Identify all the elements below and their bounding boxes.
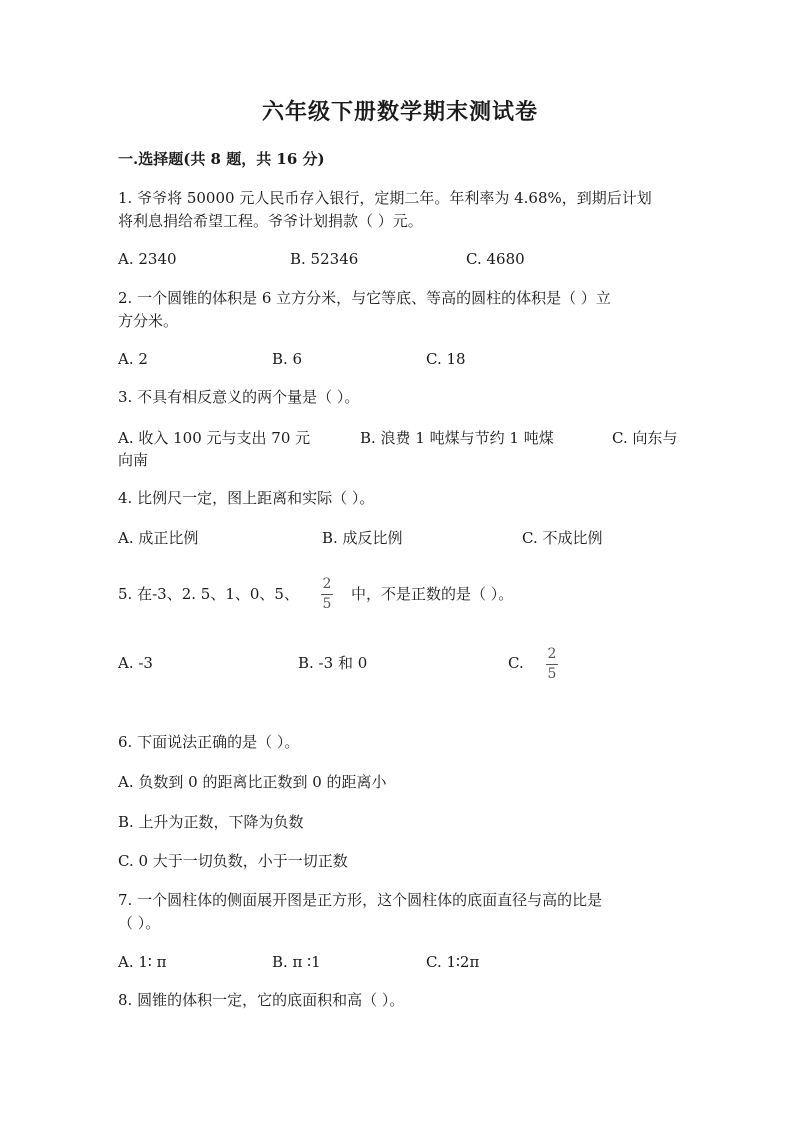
question-1-line-2: 将利息捐给希望工程。爷爷计划捐款（ ）元。 <box>118 212 423 230</box>
question-2-line-1: 2. 一个圆锥的体积是 6 立方分米，与它等底、等高的圆柱的体积是（ ）立 <box>118 289 611 307</box>
fraction-bar <box>321 594 333 595</box>
question-2-option-b: B. 6 <box>272 350 303 368</box>
question-6-option-c: C. 0 大于一切负数，小于一切正数 <box>118 852 348 870</box>
question-5-option-b: B. -3 和 0 <box>298 654 368 672</box>
question-5-stem <box>118 576 688 612</box>
question-5-option-c-fraction <box>546 646 558 682</box>
question-7-stem <box>118 889 688 935</box>
fraction-numerator: 2 <box>547 646 557 662</box>
fraction-bar <box>546 664 558 665</box>
question-2-option-c: C. 18 <box>426 350 466 368</box>
question-1-line-1: 1. 爷爷将 50000 元人民币存入银行，定期二年。年利率为 4.68%，到期后计划 <box>118 189 652 207</box>
question-5-text-after: 中，不是正数的是（ ）。 <box>350 584 514 603</box>
question-3-option-b: B. 浪费 1 吨煤与节约 1 吨煤 <box>360 429 554 447</box>
question-6-stem: 6. 下面说法正确的是（ ）。 <box>118 733 300 751</box>
question-2-line-2: 方分米。 <box>118 312 179 330</box>
question-7-line-2: （ ）。 <box>118 914 161 932</box>
section-heading: 一.选择题(共 8 题，共 16 分) <box>118 150 325 168</box>
question-1-stem <box>118 187 688 233</box>
question-5-fraction <box>321 576 333 612</box>
question-3-option-a: A. 收入 100 元与支出 70 元 <box>118 429 311 447</box>
option-c-fraction <box>546 646 558 682</box>
question-5-option-a: A. -3 <box>118 654 153 672</box>
question-3-option-c: C. 向东与 <box>612 429 678 447</box>
question-4-option-a: A. 成正比例 <box>118 529 199 547</box>
question-7-option-b: B. π ∶1 <box>272 953 321 971</box>
question-6-option-a: A. 负数到 0 的距离比正数到 0 的距离小 <box>118 773 387 791</box>
question-5-option-c: C. <box>508 654 524 672</box>
question-6-option-b: B. 上升为正数，下降为负数 <box>118 813 304 831</box>
question-7-option-c: C. 1∶2π <box>426 953 480 971</box>
fraction-denominator: 5 <box>322 596 332 612</box>
question-2-option-a: A. 2 <box>118 350 148 368</box>
question-4-option-b: B. 成反比例 <box>322 529 403 547</box>
question-1-option-c: C. 4680 <box>466 250 525 268</box>
question-7-line-1: 7. 一个圆柱体的侧面展开图是正方形，这个圆柱体的底面直径与高的比是 <box>118 891 603 909</box>
question-4-option-c: C. 不成比例 <box>522 529 603 547</box>
fraction-denominator: 5 <box>547 666 557 682</box>
question-8-stem: 8. 圆锥的体积一定，它的底面积和高（ ）。 <box>118 991 405 1009</box>
page-title: 六年级下册数学期末测试卷 <box>261 99 538 125</box>
question-2-stem <box>118 287 688 333</box>
question-1-option-a: A. 2340 <box>118 250 177 268</box>
fraction-numerator: 2 <box>322 576 332 592</box>
question-3-option-c-continued: 向南 <box>118 451 149 469</box>
question-5-text-before: 5. 在-3、2. 5、1、0、5、 <box>118 584 299 603</box>
question-3-stem: 3. 不具有相反意义的两个量是（ ）。 <box>118 388 360 406</box>
question-4-stem: 4. 比例尺一定，图上距离和实际（ ）。 <box>118 489 375 507</box>
question-1-option-b: B. 52346 <box>290 250 359 268</box>
question-7-option-a: A. 1∶ π <box>118 953 167 971</box>
